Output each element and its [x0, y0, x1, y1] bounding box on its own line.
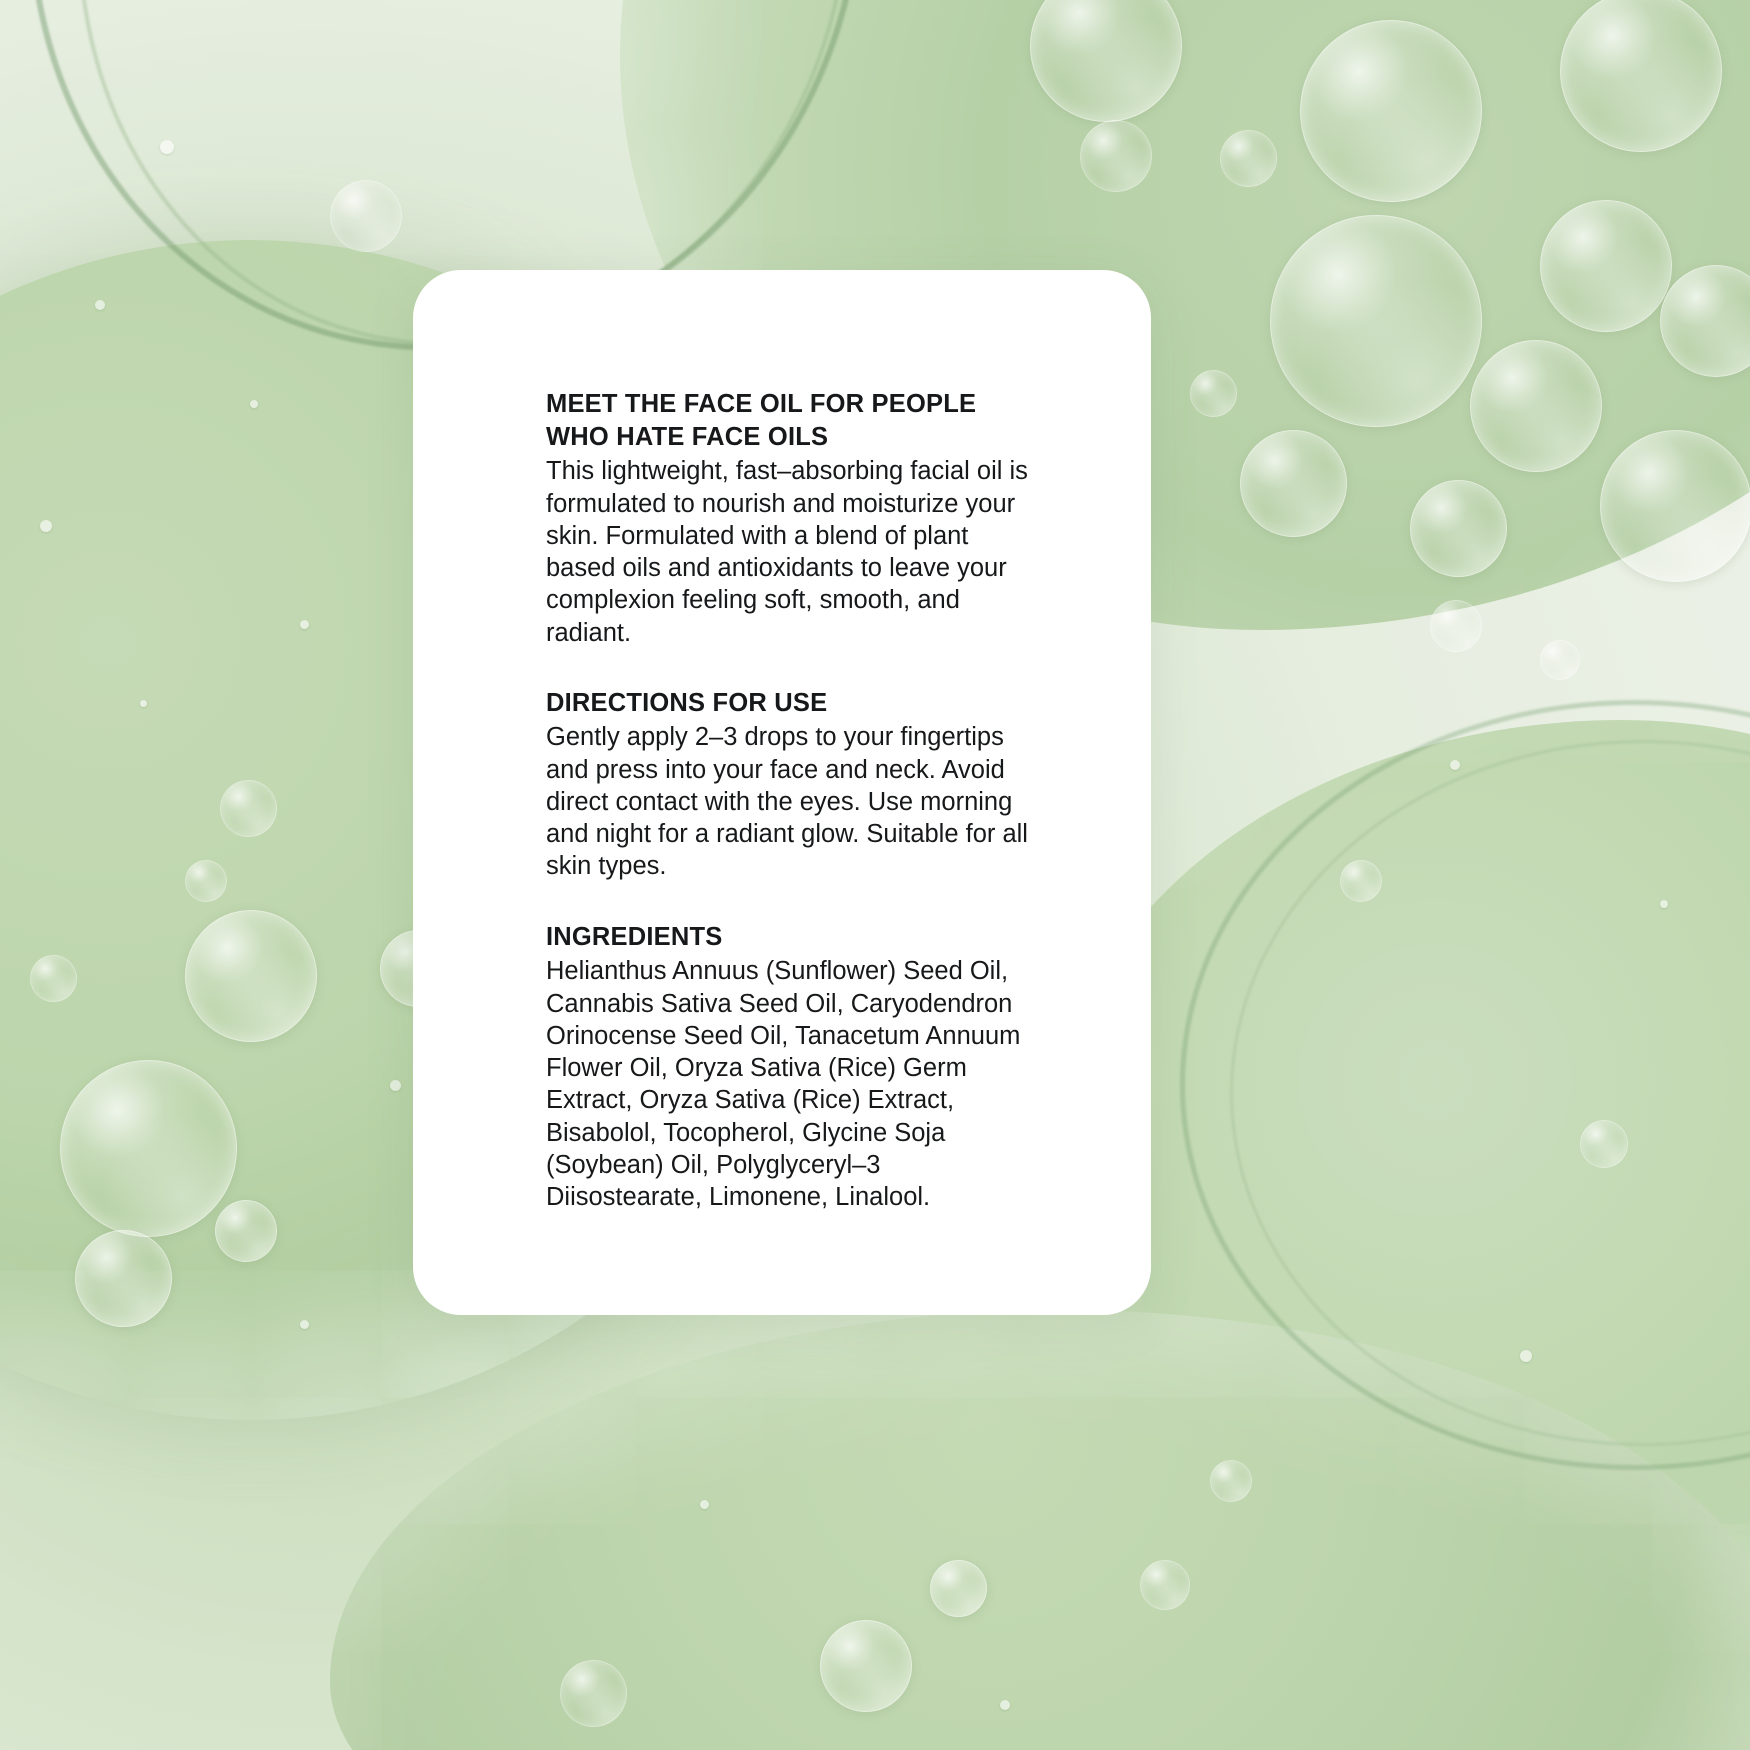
droplet: [95, 300, 105, 310]
droplet: [160, 140, 174, 154]
bubble: [1300, 20, 1482, 202]
about-body: This lightweight, fast–absorbing facial oil is formulated to nourish and moisturize your skin. Formulated with a blend of plant based oils and antioxidants to leave your complexion feeling soft, smooth, and radiant.: [546, 457, 1028, 647]
droplet: [1450, 760, 1460, 770]
bubble: [185, 860, 227, 902]
droplet: [700, 1500, 709, 1509]
directions-body: Gently apply 2–3 drops to your fingertips and press into your face and neck. Avoid direct contact with the eyes. Use morning and night for a radiant glow. Suitable for all skin types.: [546, 723, 1028, 881]
bubble: [560, 1660, 627, 1727]
droplet: [300, 620, 309, 629]
bubble: [1190, 370, 1237, 417]
bubble: [30, 955, 77, 1002]
bubble: [820, 1620, 912, 1712]
bubble: [75, 1230, 172, 1327]
bubble: [1340, 860, 1382, 902]
bubble: [220, 780, 277, 837]
ingredients-body: Helianthus Annuus (Sunflower) Seed Oil, Cannabis Sativa Seed Oil, Caryodendron Orinocense Seed Oil, Tanacetum Annuum Flower Oil, Oryza Sativa (Rice) Germ Extract, Oryza Sativa (Rice) Extract, Bisabolol, Tocopherol, Glycine Soja (Soybean) Oil, Polyglyceryl–3 Diisostearate, Limonene, Linalool.: [546, 957, 1021, 1211]
bubble: [1580, 1120, 1628, 1168]
bubble: [185, 910, 317, 1042]
bubble: [1600, 430, 1750, 582]
bubble: [1210, 1460, 1252, 1502]
bubble: [1140, 1560, 1190, 1610]
bubble: [1470, 340, 1602, 472]
bubble: [1430, 600, 1482, 652]
section-directions: [546, 687, 1043, 883]
bubble: [1540, 200, 1672, 332]
droplet: [390, 1080, 401, 1091]
bubble: [1410, 480, 1507, 577]
bubble: [930, 1560, 987, 1617]
bubble: [1080, 120, 1152, 192]
droplet: [1660, 900, 1668, 908]
directions-heading: DIRECTIONS FOR USE: [546, 688, 828, 717]
droplet: [250, 400, 258, 408]
section-about: [546, 388, 1043, 649]
bubble: [1540, 640, 1580, 680]
product-info-card: [413, 270, 1151, 1315]
about-heading: MEET THE FACE OIL FOR PEOPLE WHO HATE FACE OILS: [546, 390, 977, 451]
bubble: [330, 180, 402, 252]
bubble: [1270, 215, 1482, 427]
section-ingredients: [546, 921, 1043, 1214]
bubble: [1240, 430, 1347, 537]
droplet: [140, 700, 147, 707]
droplet: [1000, 1700, 1010, 1710]
droplet: [40, 520, 52, 532]
droplet: [300, 1320, 309, 1329]
bubble: [60, 1060, 237, 1237]
droplet: [1520, 1350, 1532, 1362]
bubble: [1220, 130, 1277, 187]
bubble: [215, 1200, 277, 1262]
ingredients-heading: INGREDIENTS: [546, 922, 723, 951]
